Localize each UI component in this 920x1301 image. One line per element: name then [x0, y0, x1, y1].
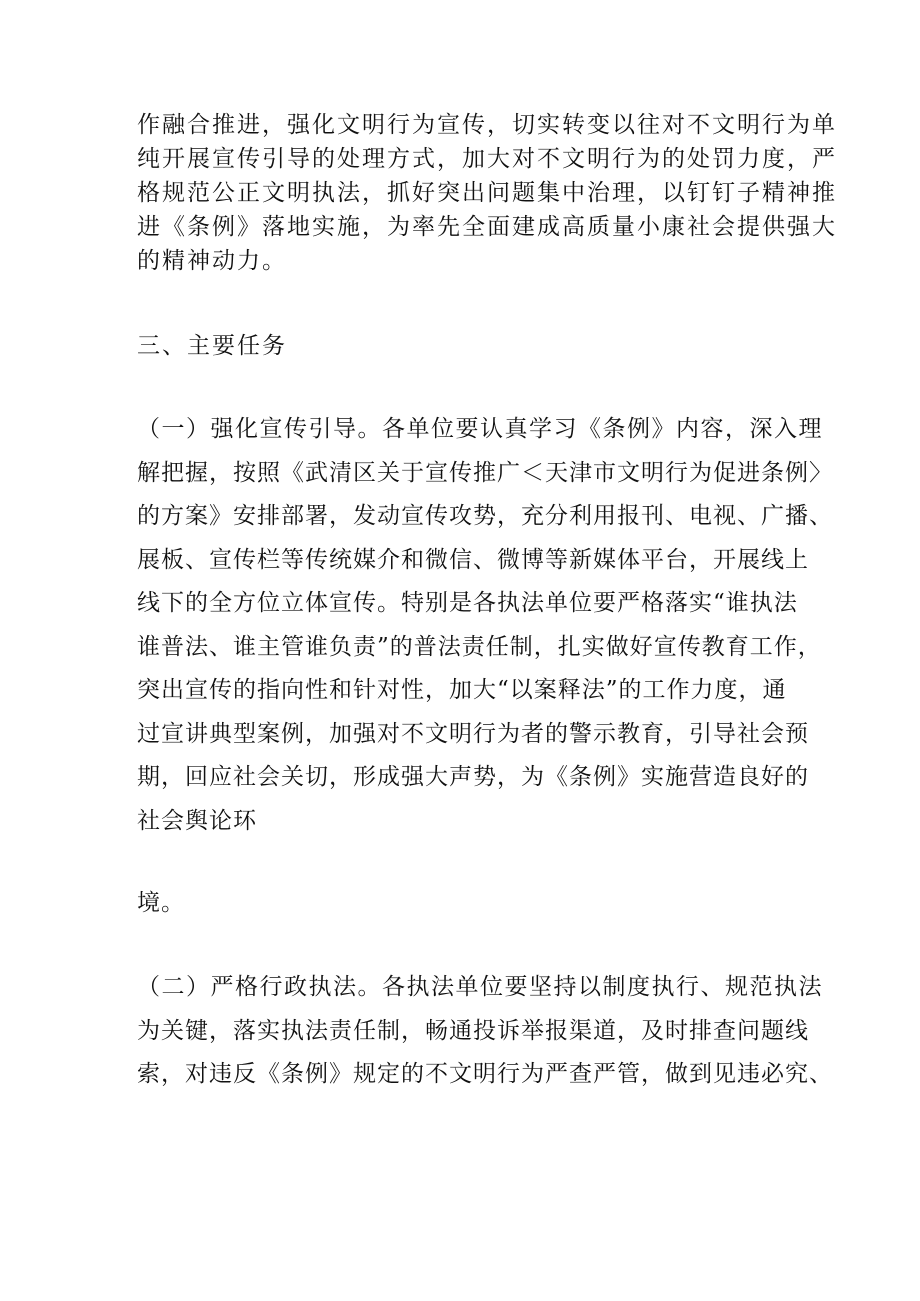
paragraph-1-line-3: 格规范公正文明执法，抓好突出问题集中治理，以钉钉子精神推 [137, 180, 837, 206]
paragraph-1-line-1: 作融合推进，强化文明行为宣传，切实转变以往对不文明行为单 [137, 112, 837, 138]
paragraph-2-line-1: （一）强化宣传引导。各单位要认真学习《条例》内容，深入理 [137, 416, 823, 442]
paragraph-1-line-4: 进《条例》落地实施，为率先全面建成高质量小康社会提供强大 [137, 214, 837, 240]
paragraph-2-line-4: 展板、宣传栏等传统媒介和微信、微博等新媒体平台，开展线上 [137, 547, 809, 573]
paragraph-2-line-3: 的方案》安排部署，发动宣传攻势，充分利用报刊、电视、广播、 [137, 503, 833, 529]
paragraph-1-line-2: 纯开展宣传引导的处理方式，加大对不文明行为的处罚力度，严 [137, 146, 837, 172]
paragraph-2-line-9: 期，回应社会关切，形成强大声势，为《条例》实施营造良好的 [137, 764, 809, 790]
paragraph-3-line-2: 为关键，落实执法责任制，畅通投诉举报渠道，及时排查问题线 [137, 1018, 809, 1044]
section-heading: 三、主要任务 [137, 333, 287, 359]
paragraph-1-line-5: 的精神动力。 [137, 248, 287, 274]
paragraph-3-line-3: 索，对违反《条例》规定的不文明行为严查严管，做到见违必究、 [137, 1061, 833, 1087]
paragraph-2-line-8: 过宣讲典型案例，加强对不文明行为者的警示教育，引导社会预 [137, 721, 809, 747]
paragraph-3-line-1: （二）严格行政执法。各执法单位要坚持以制度执行、规范执法 [137, 974, 823, 1000]
paragraph-2-line-7: 突出宣传的指向性和针对性，加大“以案释法”的工作力度，通 [137, 677, 787, 703]
paragraph-2-line-10: 社会舆论环 [137, 808, 257, 834]
paragraph-2-line-5: 线下的全方位立体宣传。特别是各执法单位要严格落实“谁执法 [137, 590, 798, 616]
paragraph-2-line-2: 解把握，按照《武清区关于宣传推广＜天津市文明行为促进条例〉 [137, 460, 833, 486]
paragraph-2-continuation: 境。 [137, 890, 185, 916]
paragraph-2-line-6: 谁普法、谁主管谁负责”的普法责任制，扎实做好宣传教育工作， [137, 634, 822, 660]
